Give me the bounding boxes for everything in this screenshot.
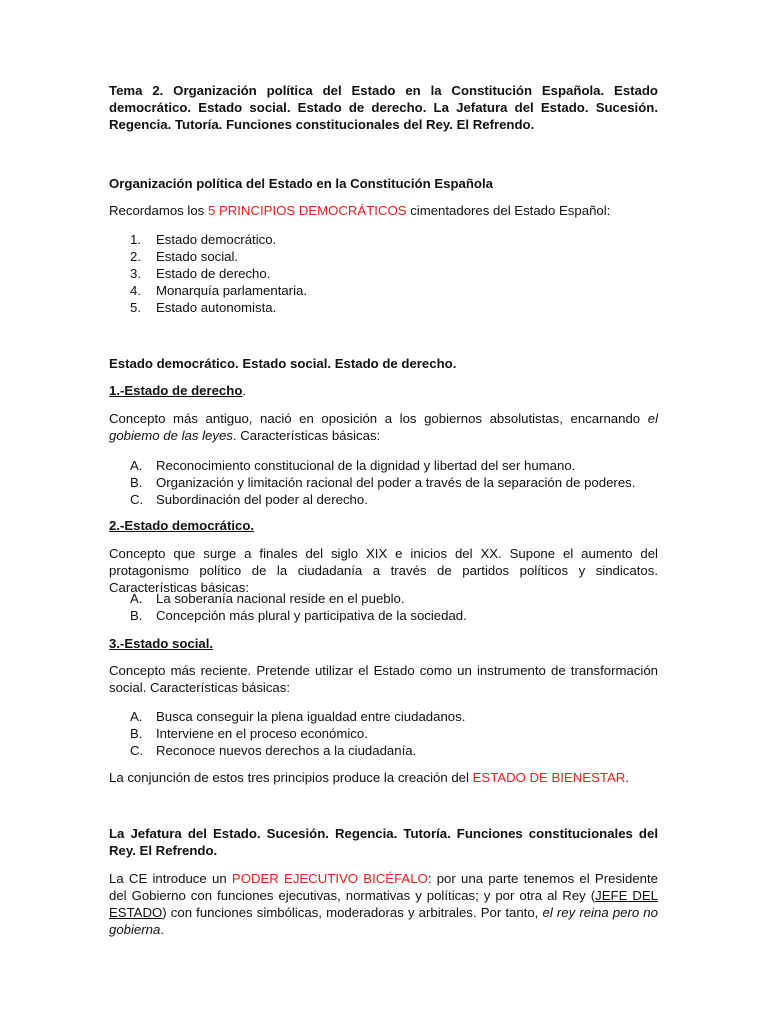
derecho-list (130, 457, 658, 508)
list-item (130, 457, 658, 474)
list-item-text: Reconocimiento constitucional de la dignidad y libertad del ser humano. (156, 458, 576, 473)
list-item (130, 742, 658, 759)
list-item-text: La soberanía nacional reside en el pueblo. (156, 591, 405, 606)
list-marker: B. (130, 726, 143, 741)
social-list (130, 708, 658, 759)
list-item-text: Estado autonomista. (156, 300, 277, 315)
subheading-derecho-text: 1.-Estado de derecho (109, 383, 243, 398)
jefatura-text: La CE introduce un (109, 871, 232, 886)
list-item (130, 265, 658, 282)
principios-highlight: 5 PRINCIPIOS DEMOCRÁTICOS (207, 203, 407, 218)
principios-list (130, 231, 658, 316)
list-item (130, 282, 658, 299)
list-marker: A. (130, 709, 143, 724)
democratico-list (130, 590, 658, 624)
list-item-text: Organización y limitación racional del poder a través de la separación de poderes. (156, 475, 636, 490)
list-marker: 3. (130, 266, 141, 281)
list-marker: 2. (130, 249, 141, 264)
list-marker: 5. (130, 300, 141, 315)
derecho-text-end: . Características básicas: (232, 428, 381, 443)
subheading-social: 3.-Estado social. (109, 636, 214, 651)
section-heading-estado: Estado democrático. Estado social. Estado de derecho. (109, 356, 457, 371)
list-item (130, 248, 658, 265)
list-item-text: Monarquía parlamentaria. (156, 283, 308, 298)
list-item-text: Estado social. (156, 249, 239, 264)
principios-intro (109, 202, 658, 219)
list-item (130, 231, 658, 248)
list-marker: 4. (130, 283, 141, 298)
bienestar-text: La conjunción de estos tres principios produce la creación del (109, 770, 473, 785)
list-item-text: Estado democrático. (156, 232, 277, 247)
list-item (130, 299, 658, 316)
list-item (130, 725, 658, 742)
derecho-paragraph (109, 410, 658, 444)
democratico-paragraph: Concepto que surge a finales del siglo XIX e inicios del XX. Supone el aumento del protagonismo político de la ciudadanía a través de partidos políticos y sindicatos. Características básicas: (109, 546, 658, 595)
list-item (130, 590, 658, 607)
bienestar-paragraph (109, 769, 658, 786)
principios-intro-end: cimentadores del Estado Español: (406, 203, 611, 218)
list-item (130, 491, 658, 508)
jefatura-paragraph (109, 870, 658, 938)
subheading-derecho-dot: . (242, 383, 247, 398)
list-item-text: Subordinación del poder al derecho. (156, 492, 368, 507)
list-item (130, 474, 658, 491)
jefatura-text-mid2: ) con funciones simbólicas, moderadoras y arbitrales. Por tanto, (162, 905, 543, 920)
jefe-estado-underline: JEFE DEL ESTADO (109, 888, 658, 920)
list-item-text: Interviene en el proceso económico. (156, 726, 368, 741)
list-item (130, 607, 658, 624)
list-item-text: Concepción más plural y participativa de la sociedad. (156, 608, 467, 623)
subheading-derecho (109, 382, 658, 399)
bienestar-dot: . (625, 770, 629, 785)
list-marker: A. (130, 591, 143, 606)
list-marker: C. (130, 492, 144, 507)
doc-title: Tema 2. Organización política del Estado en la Constitución Española. Estado democrático. Estado social. Estado de derecho. La Jefatura del Estado. Sucesión. Regencia. Tutoría. Funciones constitucionales del Rey. El Refrendo. (109, 83, 658, 132)
bienestar-highlight: ESTADO DE BIENESTAR (472, 770, 626, 785)
list-item (130, 708, 658, 725)
jefatura-italic: el rey reina pero no gobierna (109, 905, 658, 937)
jefatura-highlight: PODER EJECUTIVO BICÉFALO (231, 871, 428, 886)
list-marker: C. (130, 743, 144, 758)
list-item-text: Busca conseguir la plena igualdad entre ciudadanos. (156, 709, 466, 724)
derecho-text: Concepto más antiguo, nació en oposición a los gobiernos absolutistas, encarnando (109, 411, 648, 426)
list-marker: B. (130, 608, 143, 623)
principios-intro-text: Recordamos los (109, 203, 208, 218)
section-heading-jefatura: La Jefatura del Estado. Sucesión. Regencia. Tutoría. Funciones constitucionales del Rey. El Refrendo. (109, 826, 658, 858)
list-marker: B. (130, 475, 143, 490)
section-heading-organizacion: Organización política del Estado en la Constitución Española (109, 176, 493, 191)
list-item-text: Estado de derecho. (156, 266, 271, 281)
list-item-text: Reconoce nuevos derechos a la ciudadanía. (156, 743, 417, 758)
list-marker: 1. (130, 232, 141, 247)
jefatura-text-mid: : por una parte tenemos el Presidente del Gobierno con funciones ejecutivas, normativas y políticas; y por otra al Rey ( (109, 871, 658, 903)
derecho-italic: el gobiemo de las leyes (109, 411, 658, 443)
list-marker: A. (130, 458, 143, 473)
social-paragraph: Concepto más reciente. Pretende utilizar el Estado como un instrumento de transformación social. Características básicas: (109, 663, 658, 695)
jefatura-dot: . (160, 922, 164, 937)
subheading-democratico: 2.-Estado democrático. (109, 518, 255, 533)
